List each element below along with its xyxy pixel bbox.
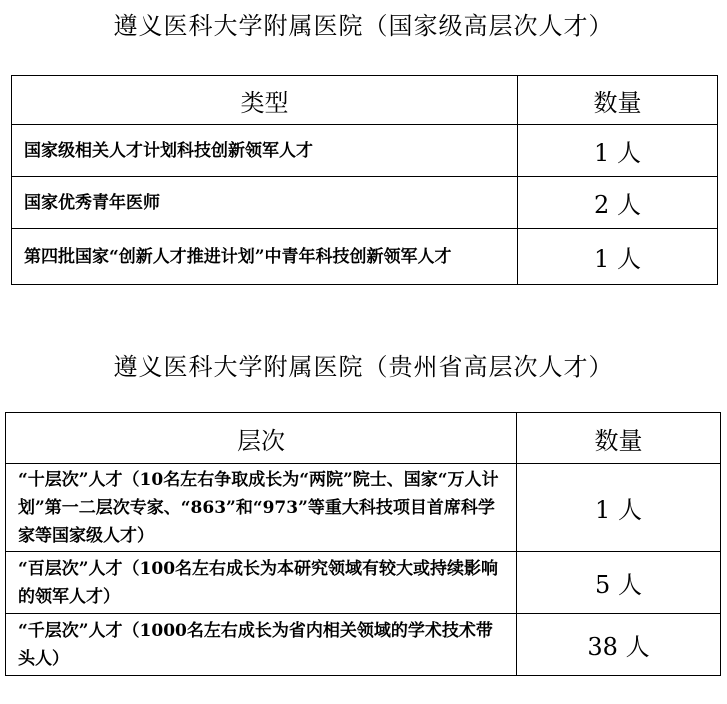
table-row xyxy=(6,614,721,676)
talent-category: 第四批国家“创新人才推进计划”中青年科技创新领军人才 xyxy=(12,229,518,285)
provincial-talent-table xyxy=(5,412,721,676)
table-row xyxy=(6,552,721,614)
table-header-row xyxy=(6,413,721,464)
talent-category: “千层次”人才（1000名左右成长为省内相关领域的学术技术带头人） xyxy=(6,614,517,676)
table-row xyxy=(12,125,718,177)
talent-count: 38 人 xyxy=(517,614,721,676)
talent-category: “十层次”人才（10名左右争取成长为“两院”院士、国家“万人计划”第一二层次专家、“863”和“973”等重大科技项目首席科学家等国家级人才） xyxy=(6,464,517,552)
talent-count: 1 人 xyxy=(518,125,718,177)
table-row xyxy=(6,464,721,552)
column-header-count: 数量 xyxy=(518,76,718,125)
table-row xyxy=(12,177,718,229)
talent-category: 国家级相关人才计划科技创新领军人才 xyxy=(12,125,518,177)
section1-title: 遵义医科大学附属医院（国家级高层次人才） xyxy=(113,12,614,40)
talent-category: 国家优秀青年医师 xyxy=(12,177,518,229)
section2-title: 遵义医科大学附属医院（贵州省高层次人才） xyxy=(113,353,614,381)
table-row xyxy=(12,229,718,285)
column-header-count: 数量 xyxy=(517,413,721,464)
talent-count: 1 人 xyxy=(517,464,721,552)
column-header-type: 类型 xyxy=(12,76,518,125)
column-header-level: 层次 xyxy=(6,413,517,464)
table-header-row xyxy=(12,76,718,125)
national-talent-table xyxy=(11,75,718,285)
talent-count: 2 人 xyxy=(518,177,718,229)
talent-category: “百层次”人才（100名左右成长为本研究领域有较大或持续影响的领军人才） xyxy=(6,552,517,614)
talent-count: 1 人 xyxy=(518,229,718,285)
talent-count: 5 人 xyxy=(517,552,721,614)
